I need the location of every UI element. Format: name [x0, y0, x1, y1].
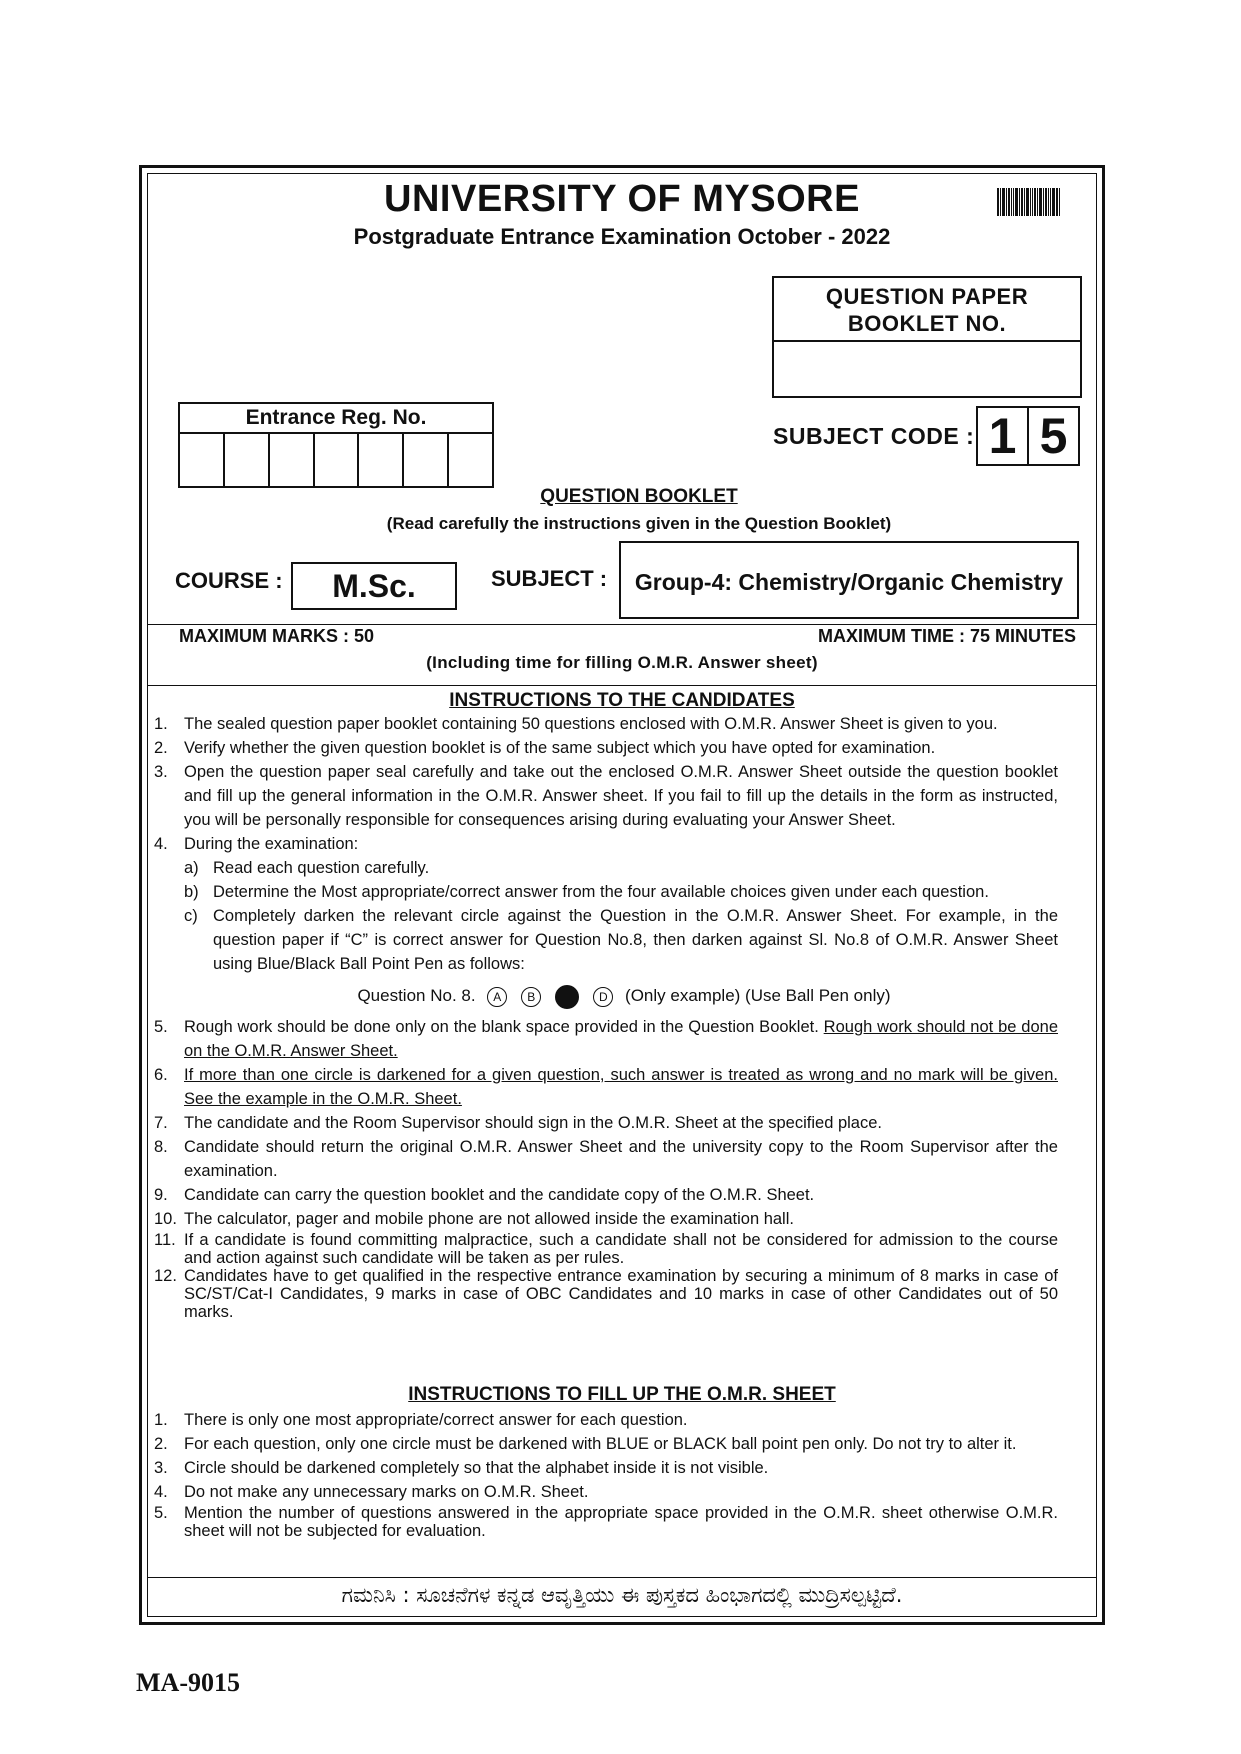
entrance-reg-label: Entrance Reg. No. — [180, 404, 492, 434]
booklet-number-field[interactable] — [774, 342, 1080, 396]
instruction-text: Candidates have to get qualified in the respective entrance examination by securing a minimum of 8 marks in case of SC/ST/Cat-I Candidates, 9 marks in case of OBC Candidates and 10 marks in case of other Candidates out of 50 marks. — [184, 1266, 1058, 1321]
reg-cell[interactable] — [449, 434, 492, 486]
option-a-circle: A — [487, 987, 507, 1007]
instruction-text: Mention the number of questions answered in the appropriate space provided in the O.M.R. sheet otherwise O.M.R. sheet will not be subjected for evaluation. — [184, 1504, 1058, 1540]
divider — [147, 685, 1097, 686]
university-title: UNIVERSITY OF MYSORE — [384, 178, 860, 220]
list-item: 10. The calculator, pager and mobile phone are not allowed inside the examination hall. — [154, 1209, 794, 1228]
list-item: 1. The sealed question paper booklet containing 50 questions enclosed with O.M.R. Answer Sheet is given to you. — [154, 715, 998, 733]
booklet-number-label — [774, 278, 1080, 342]
option-c-filled-circle — [555, 985, 579, 1009]
maximum-marks: MAXIMUM MARKS : 50 — [179, 626, 375, 646]
exam-title: Postgraduate Entrance Examination October - 2022 — [353, 224, 891, 249]
list-item: 2. Verify whether the given question booklet is of the same subject which you have opted for examination. — [154, 739, 936, 757]
subject-code-digit-1: 1 — [978, 408, 1029, 464]
booklet-number-box — [772, 276, 1082, 398]
instruction-emphasis: Rough work should not be done on the O.M.R. Answer Sheet. — [184, 1017, 1058, 1060]
example-prefix: Question No. 8. — [357, 986, 476, 1005]
reg-cell[interactable] — [404, 434, 449, 486]
subject-code-box — [976, 406, 1080, 466]
course-label: COURSE : — [175, 568, 283, 593]
instruction-text: Completely darken the relevant circle against the Question in the O.M.R. Answer Sheet. For example, in the question paper if “C” is correct answer for Question No.8, then darken against Sl. No.8 of O.M.R. Answer Sheet using Blue/Black Ball Point Pen as follows: — [213, 907, 1058, 973]
subject-code-label: SUBJECT CODE : — [773, 423, 975, 449]
list-item: 3. Circle should be darkened completely so that the alphabet inside it is not visible. — [154, 1459, 769, 1477]
booklet-label-line1: QUESTION PAPER — [825, 284, 1029, 309]
instructions-list — [154, 712, 1058, 1321]
list-item: 6. If more than one circle is darkened for a given question, such answer is treated as wrong and no mark will be given. See the example in the O.M.R. Sheet. — [154, 1065, 1058, 1108]
instruction-text: The candidate and the Room Supervisor should sign in the O.M.R. Sheet at the specified place. — [184, 1113, 882, 1132]
reg-cell[interactable] — [225, 434, 270, 486]
maximum-time: MAXIMUM TIME : 75 MINUTES — [817, 626, 1076, 646]
instruction-text: Candidate can carry the question booklet and the candidate copy of the O.M.R. Sheet. — [184, 1185, 815, 1204]
list-subitem: b) Determine the Most appropriate/correct answer from the four available choices given under each question. — [184, 883, 989, 901]
list-item: 12. Candidates have to get qualified in the respective entrance examination by securing a minimum of 8 marks in case of SC/ST/Cat-I Candidates, 9 marks in case of OBC Candidates and 10 marks in case of other Candidates out of 50 marks. — [154, 1266, 1058, 1321]
example-suffix: (Only example) (Use Ball Pen only) — [625, 986, 891, 1005]
instruction-text: There is only one most appropriate/correct answer for each question. — [184, 1411, 688, 1429]
subject-value: Group-4: Chemistry/Organic Chemistry — [619, 541, 1079, 619]
list-item: 11. If a candidate is found committing malpractice, such a candidate shall not be considered for admission to the course and action against such candidate will be taken as per rules. — [154, 1230, 1058, 1267]
list-item: 1. There is only one most appropriate/correct answer for each question. — [154, 1411, 688, 1429]
instruction-text: The sealed question paper booklet containing 50 questions enclosed with O.M.R. Answer Sheet is given to you. — [184, 715, 998, 733]
subject-code-digit-2: 5 — [1039, 408, 1068, 464]
instruction-text: Rough work should be done only on the blank space provided in the Question Booklet. — [184, 1017, 819, 1036]
divider — [147, 624, 1097, 625]
list-item: 2. For each question, only one circle must be darkened with BLUE or BLACK ball point pen only. Do not try to alter it. — [154, 1435, 1017, 1453]
list-item: 7. The candidate and the Room Supervisor should sign in the O.M.R. Sheet at the specified place. — [154, 1113, 882, 1132]
instruction-text: If a candidate is found committing malpractice, such a candidate shall not be considered for admission to the course and action against such candidate will be taken as per rules. — [184, 1230, 1058, 1267]
list-item: 9. Candidate can carry the question booklet and the candidate copy of the O.M.R. Sheet. — [154, 1185, 815, 1204]
reg-cell[interactable] — [270, 434, 315, 486]
question-booklet-title: QUESTION BOOKLET — [540, 486, 738, 507]
reg-cell[interactable] — [180, 434, 225, 486]
time-note: (Including time for filling O.M.R. Answer sheet) — [426, 653, 818, 672]
instruction-text: During the examination: — [184, 835, 359, 853]
reg-cell[interactable] — [315, 434, 360, 486]
reg-cell[interactable] — [359, 434, 404, 486]
instructions-title: INSTRUCTIONS TO THE CANDIDATES — [449, 690, 795, 711]
entrance-reg-cells — [180, 434, 492, 486]
option-b-circle: B — [521, 987, 541, 1007]
omr-instructions-list — [154, 1408, 1058, 1540]
booklet-label-line2: BOOKLET NO. — [847, 311, 1007, 336]
paper-code: MA-9015 — [136, 1668, 240, 1697]
barcode-graphic — [997, 188, 1075, 216]
instruction-text: Verify whether the given question booklet is of the same subject which you have opted for examination. — [184, 739, 936, 757]
list-item: 3. Open the question paper seal carefully and take out the enclosed O.M.R. Answer Sheet outside the question booklet and fill up the general information in the O.M.R. Answer sheet. If you fail to fill up the details in the form as instructed, you will be personally responsible for consequences arising during evaluating your Answer Sheet. — [154, 763, 1058, 829]
instruction-text: Do not make any unnecessary marks on O.M.R. Sheet. — [184, 1483, 589, 1501]
instruction-text: Candidate should return the original O.M.R. Answer Sheet and the university copy to the Room Supervisor after the examination. — [184, 1137, 1058, 1180]
kannada-note: ಗಮನಿಸಿ : ಸೂಚನೆಗಳ ಕನ್ನಡ ಆವೃತ್ತಿಯು ಈ ಪುಸ್ತಕದ ಹಿಂಭಾಗದಲ್ಲಿ ಮುದ್ರಿಸಲ್ಪಟ್ಟಿದೆ. — [341, 1583, 903, 1607]
list-item: 5. Mention the number of questions answered in the appropriate space provided in the O.M.R. sheet otherwise O.M.R. sheet will not be subjected for evaluation. — [154, 1504, 1058, 1540]
instruction-text: For each question, only one circle must be darkened with BLUE or BLACK ball point pen only. Do not try to alter it. — [184, 1435, 1017, 1453]
omr-instructions-title: INSTRUCTIONS TO FILL UP THE O.M.R. SHEET — [408, 1384, 836, 1405]
entrance-reg-box — [178, 402, 494, 488]
instruction-text: The calculator, pager and mobile phone are not allowed inside the examination hall. — [184, 1209, 794, 1228]
instruction-text: Determine the Most appropriate/correct answer from the four available choices given under each question. — [213, 883, 989, 901]
list-item: 5. Rough work should be done only on the blank space provided in the Question Booklet. Rough work should not be done on the O.M.R. Answer Sheet. — [154, 1017, 1058, 1060]
list-item: 4. During the examination: — [154, 835, 359, 853]
list-subitem: c) Completely darken the relevant circle against the Question in the O.M.R. Answer Sheet. For example, in the question paper if “C” is correct answer for Question No.8, then darken against Sl. No.8 of O.M.R. Answer Sheet using Blue/Black Ball Point Pen as follows: — [184, 907, 1058, 973]
instruction-text: Open the question paper seal carefully and take out the enclosed O.M.R. Answer Sheet outside the question booklet and fill up the general information in the O.M.R. Answer sheet. If you fail to fill up the details in the form as instructed, you will be personally responsible for consequences arising during evaluating your Answer Sheet. — [184, 763, 1058, 829]
list-item: 8. Candidate should return the original O.M.R. Answer Sheet and the university copy to the Room Supervisor after the examination. — [154, 1137, 1058, 1180]
list-item: 4. Do not make any unnecessary marks on O.M.R. Sheet. — [154, 1483, 589, 1501]
instruction-text: Circle should be darkened completely so that the alphabet inside it is not visible. — [184, 1459, 769, 1477]
instruction-text: Read each question carefully. — [213, 859, 430, 877]
question-booklet-subtitle: (Read carefully the instructions given in the Question Booklet) — [386, 514, 892, 533]
list-subitem: a) Read each question carefully. — [184, 859, 430, 877]
course-value: M.Sc. — [291, 562, 457, 610]
instruction-emphasis: If more than one circle is darkened for a given question, such answer is treated as wrong and no mark will be given. See the example in the O.M.R. Sheet. — [184, 1065, 1058, 1108]
option-d-circle: D — [593, 987, 613, 1007]
subject-label: SUBJECT : — [491, 566, 608, 591]
example-line — [154, 976, 1058, 1015]
divider — [147, 1577, 1097, 1578]
